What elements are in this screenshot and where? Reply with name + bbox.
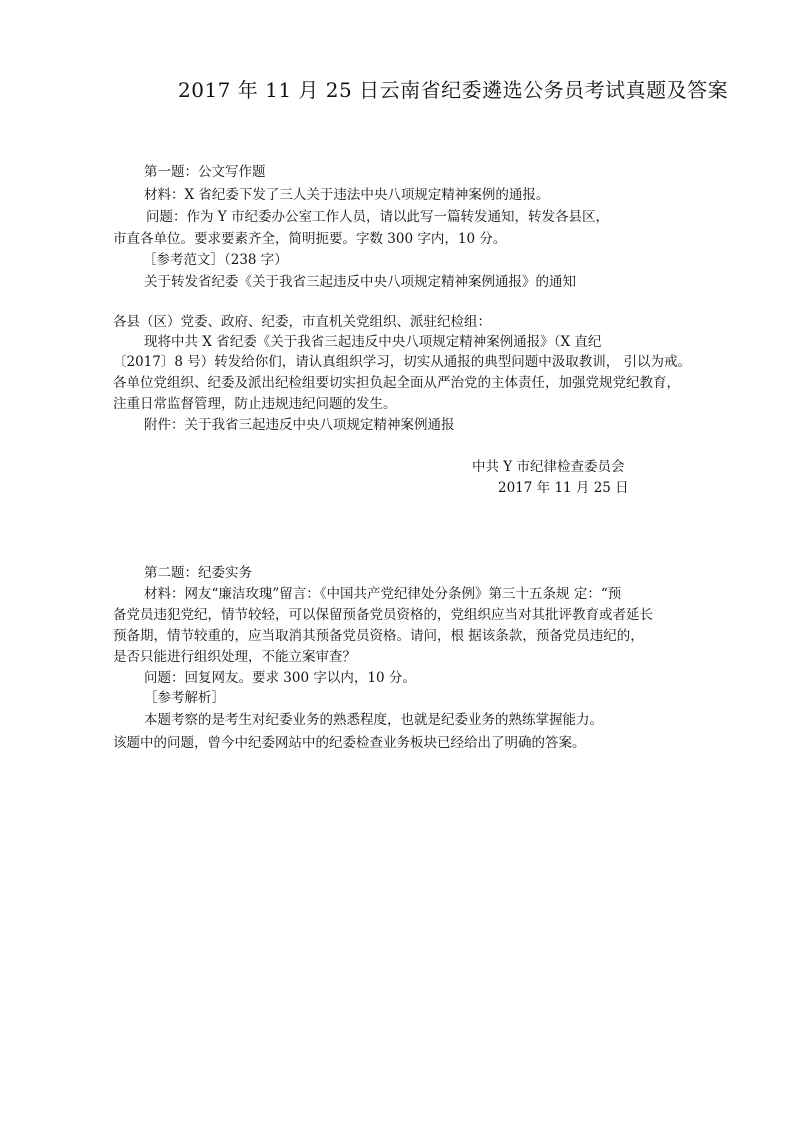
notice-body-line2: 〔2017〕8 号）转发给你们，请认真组织学习，切实从通报的典型问题中汲取教训， 引以为戒。 bbox=[113, 354, 692, 370]
section1-material: 材料：X 省纪委下发了三人关于违法中央八项规定精神案例的通报。 bbox=[144, 187, 550, 203]
section2-material-line2: 备党员违犯党纪，情节较轻，可以保留预备党员资格的，党组织应当对其批评教育或者延长 bbox=[113, 607, 653, 623]
notice-attachment: 附件：关于我省三起违反中央八项规定精神案例通报 bbox=[144, 417, 455, 433]
notice-body-line4: 注重日常监督管理，防止违规违纪问题的发生。 bbox=[113, 396, 397, 412]
section2-material-line4: 是否只能进行组织处理，不能立案审查？ bbox=[113, 649, 356, 665]
signature-date: 2017 年 11 月 25 日 bbox=[498, 480, 629, 496]
section1-heading: 第一题：公文写作题 bbox=[144, 164, 266, 180]
section2-material-line3: 预备期，情节较重的，应当取消其预备党员资格。请问，根 据该条款，预备党员违纪的， bbox=[113, 628, 644, 644]
section2-analysis-line1: 本题考察的是考生对纪委业务的熟悉程度，也就是纪委业务的熟练掌握能力。 bbox=[144, 712, 603, 728]
notice-title: 关于转发省纪委《关于我省三起违反中央八项规定精神案例通报》的通知 bbox=[144, 274, 576, 290]
document-title: 2017 年 11 月 25 日云南省纪委遴选公务员考试真题及答案 bbox=[178, 78, 729, 102]
section1-question-line2: 市直各单位。要求要素齐全，简明扼要。字数 300 字内，10 分。 bbox=[113, 231, 507, 247]
section2-analysis-label: ［参考解析］ bbox=[144, 690, 225, 706]
section1-reference-label: ［参考范文］（238 字） bbox=[143, 252, 288, 268]
notice-body-line3: 各单位党组织、纪委及派出纪检组要切实担负起全面从严治党的主体责任，加强党规党纪教育， bbox=[113, 375, 680, 391]
section1-question-line1: 问题：作为 Y 市纪委办公室工作人员，请以此写一篇转发通知，转发各县区， bbox=[146, 209, 609, 225]
section2-heading: 第二题：纪委实务 bbox=[144, 565, 252, 581]
section2-analysis-line2: 该题中的问题，曾今中纪委网站中的纪委检查业务板块已经给出了明确的答案。 bbox=[113, 735, 586, 751]
section2-question: 问题：回复网友。要求 300 字以内，10 分。 bbox=[144, 670, 416, 686]
section2-material-line1: 材料：网友“廉洁玫瑰”留言：《中国共产党纪律处分条例》第三十五条规 定：“预 bbox=[144, 586, 622, 602]
signature-org: 中共 Y 市纪律检查委员会 bbox=[472, 459, 625, 475]
notice-body-line1: 现将中共 X 省纪委《关于我省三起违反中央八项规定精神案例通报》（X 直纪 bbox=[144, 334, 602, 350]
notice-salutation: 各县（区）党委、政府、纪委，市直机关党组织、派驻纪检组： bbox=[113, 314, 491, 330]
